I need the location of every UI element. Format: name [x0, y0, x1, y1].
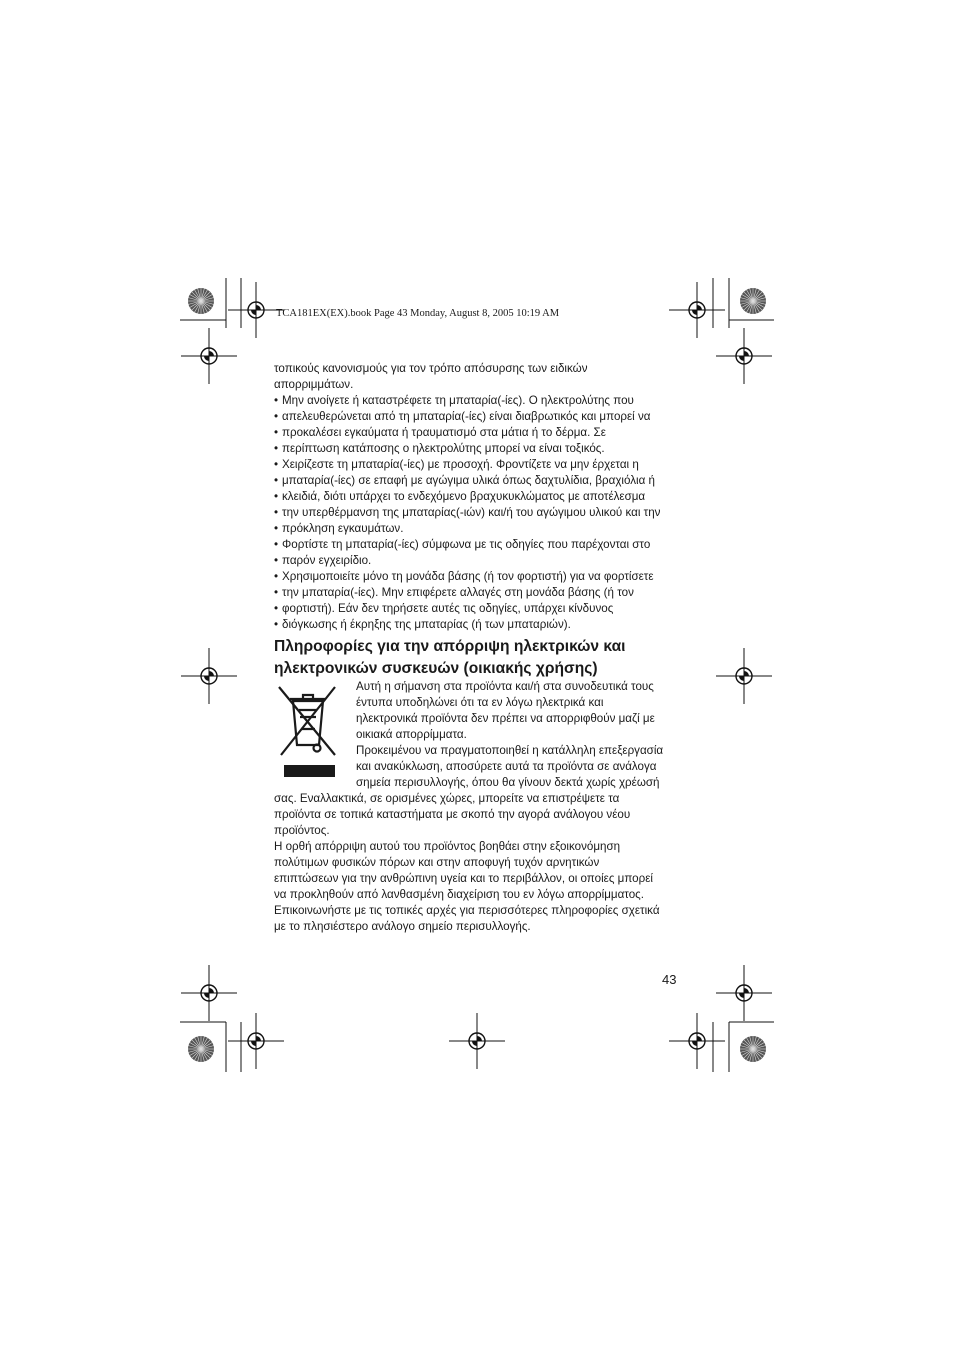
- text-line: να προκληθούν από λανθασμένη διαχείριση του εν λόγω απορρίμματος.: [274, 888, 644, 901]
- print-header: TCA181EX(EX).book Page 43 Monday, August 8, 2005 10:19 AM: [276, 308, 560, 319]
- heading-line: ηλεκτρονικών συσκευών (οικιακής χρήσης): [274, 660, 598, 677]
- text-line: • την υπερθέρμανση της μπαταρίας(-ιών) και/ή του αγώγιμου υλικού και την: [274, 505, 680, 521]
- text-line: Αυτή η σήμανση στα προϊόντα και/ή στα συνοδευτικά τους: [356, 680, 654, 693]
- text-line: Επικοινωνήστε με τις τοπικές αρχές για περισσότερες πληροφορίες σχετικά: [274, 904, 660, 917]
- registration-mark-icon: [716, 328, 772, 384]
- text-line: • Χειρίζεστε τη μπαταρία(-ίες) με προσοχή. Φροντίζετε να μην έρχεται η: [274, 457, 680, 473]
- text-line: προϊόντος.: [274, 824, 330, 837]
- crossed-out-wheelie-bin-icon: [275, 683, 341, 781]
- bullet-item: [274, 457, 680, 537]
- heading-line: Πληροφορίες για την απόρριψη ηλεκτρικών και: [274, 638, 626, 655]
- registration-mark-icon: [228, 1013, 284, 1069]
- registration-mark-icon: [449, 1013, 505, 1069]
- starburst-mark: [740, 288, 766, 314]
- text-line: • Μην ανοίγετε ή καταστρέφετε τη μπαταρία(-ίες). Ο ηλεκτρολύτης που: [274, 393, 680, 409]
- text-line: • Χρησιμοποιείτε μόνο τη μονάδα βάσης (ή τον φορτιστή) για να φορτίσετε: [274, 569, 680, 585]
- registration-mark-icon: [716, 965, 772, 1021]
- weee-text-side: [356, 679, 680, 791]
- text-line: • Φορτίστε τη μπαταρία(-ίες) σύμφωνα με τις οδηγίες που παρέχονται στο: [274, 537, 680, 553]
- text-line: ηλεκτρονικά προϊόντα δεν πρέπει να απορριφθούν μαζί με: [356, 712, 655, 725]
- starburst-mark: [740, 1036, 766, 1062]
- text-line: Προκειμένου να πραγματοποιηθεί η κατάλληλη επεξεργασία: [356, 744, 664, 757]
- starburst-mark: [188, 1036, 214, 1062]
- text-line: απορριμμάτων.: [274, 378, 354, 391]
- bullet-item: [274, 537, 680, 569]
- text-line: οικιακά απορρίμματα.: [356, 728, 467, 741]
- text-line: πολύτιμων φυσικών πόρων και στην αποφυγή τυχόν αρνητικών: [274, 856, 600, 869]
- bullet-item: [274, 569, 680, 633]
- text-line: • κλειδιά, διότι υπάρχει το ενδεχόμενο βραχυκυκλώματος με αποτέλεσμα: [274, 489, 680, 505]
- text-line: • μπαταρία(-ίες) σε επαφή με αγώγιμα υλικά όπως δαχτυλίδια, βραχιόλια ή: [274, 473, 680, 489]
- text-line: και ανακύκλωση, αποσύρετε αυτά τα προϊόντα σε ανάλογα: [356, 760, 657, 773]
- text-line: • πρόκληση εγκαυμάτων.: [274, 521, 680, 537]
- text-line: σας. Εναλλακτικά, σε ορισμένες χώρες, μπορείτε να επιστρέψετε τα: [274, 792, 620, 805]
- text-line: προϊόντα σε τοπικά καταστήματα με σκοπό την αγορά ανάλογου νέου: [274, 808, 631, 821]
- text-line: με το πλησιέστερο ανάλογο σημείο περισυλλογής.: [274, 920, 531, 933]
- text-line: επιπτώσεων για την ανθρώπινη υγεία και το περιβάλλον, οι οποίες μπορεί: [274, 872, 653, 885]
- registration-mark-icon: [669, 1013, 725, 1069]
- registration-mark-icon: [669, 282, 725, 338]
- text-line: Η ορθή απόρριψη αυτού του προϊόντος βοηθάει στην εξοικονόμηση: [274, 840, 621, 853]
- registration-mark-icon: [181, 965, 237, 1021]
- registration-mark-icon: [716, 648, 772, 704]
- text-line: έντυπα υποδηλώνει ότι τα εν λόγω ηλεκτρικά και: [356, 696, 604, 709]
- bullet-item: [274, 393, 680, 457]
- registration-mark-icon: [181, 328, 237, 384]
- text-line: • απελευθερώνεται από τη μπαταρία(-ίες) είναι διαβρωτικός και μπορεί να: [274, 409, 680, 425]
- text-line: • προκαλέσει εγκαύματα ή τραυματισμό στα μάτια ή το δέρμα. Σε: [274, 425, 680, 441]
- text-line: • περίπτωση κατάποσης ο ηλεκτρολύτης μπορεί να είναι τοξικός.: [274, 441, 680, 457]
- text-line: • παρόν εγχειρίδιο.: [274, 553, 680, 569]
- registration-mark-icon: [181, 648, 237, 704]
- text-line: • την μπαταρία(-ίες). Μην επιφέρετε αλλαγές στη μονάδα βάσης (ή τον: [274, 585, 680, 601]
- text-line: σημεία περισυλλογής, όπου θα γίνουν δεκτά χωρίς χρέωσή: [356, 776, 660, 789]
- page-number: 43: [662, 972, 677, 987]
- weee-text-full: [274, 791, 680, 935]
- text-line: τοπικούς κανονισμούς για τον τρόπο απόσυρσης των ειδικών: [274, 362, 588, 375]
- starburst-mark: [188, 288, 214, 314]
- text-line: • φορτιστή). Εάν δεν τηρήσετε αυτές τις οδηγίες, υπάρχει κίνδυνος: [274, 601, 680, 617]
- text-line: • διόγκωσης ή έκρηξης της μπαταρίας (ή των μπαταριών).: [274, 617, 680, 633]
- safety-text: [274, 361, 680, 633]
- section-heading: [274, 636, 626, 680]
